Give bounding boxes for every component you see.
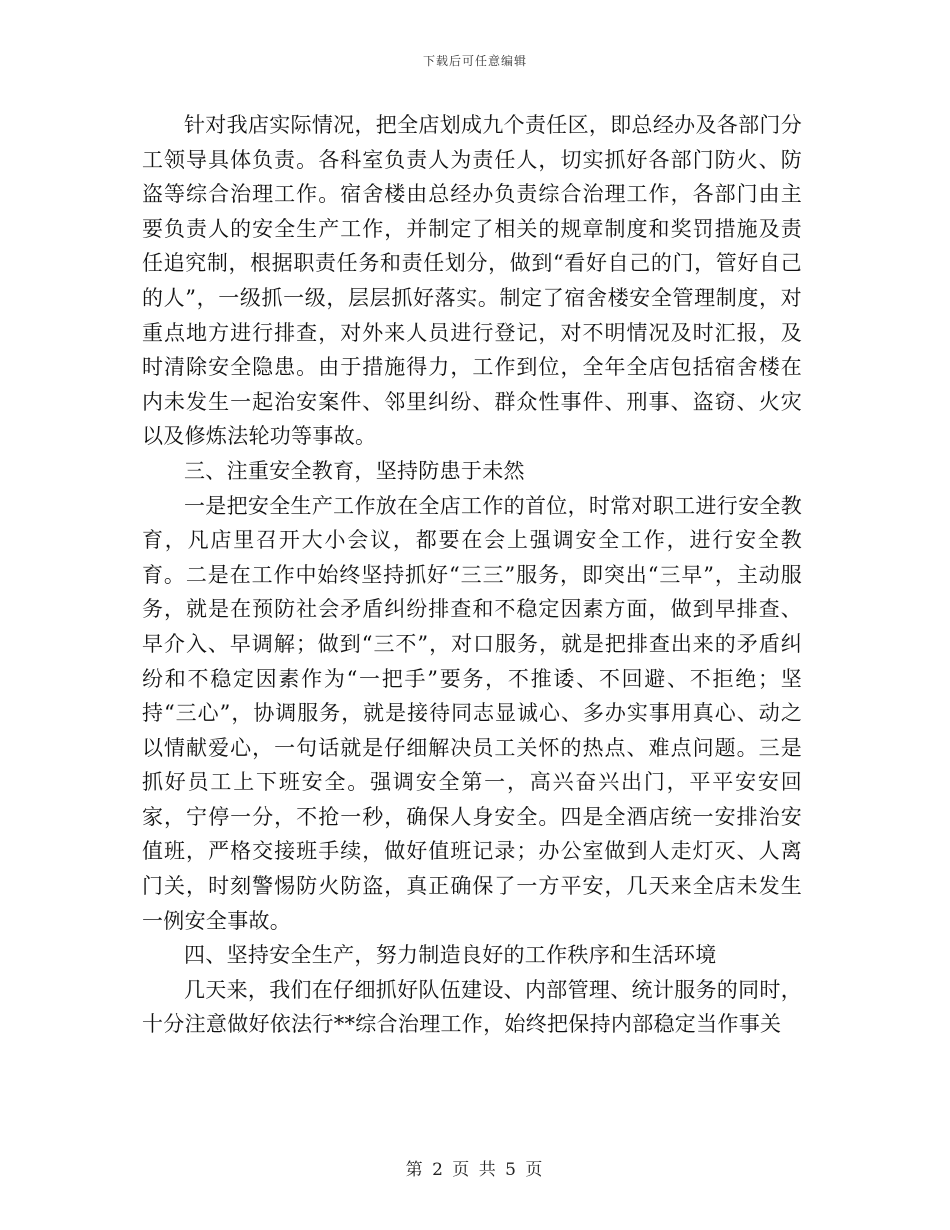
page-number: 第 2 页 共 5 页 [405, 1160, 545, 1180]
section-heading-4: 四、坚持安全生产，努力制造良好的工作秩序和生活环境 [184, 943, 717, 968]
paragraph-responsibility-zones: 针对我店实际情况，把全店划成九个责任区，即总经办及各部门分工领导具体负责。各科室负责人为责任人，切实抓好各部门防火、防盗等综合治理工作。宿舍楼由总经办负责综合治理工作，各部门由主要负责人的安全生产工作，并制定了相关的规章制度和奖罚措施及责任追究制，根据职责任务和责任划分，做到“看好自己的门，管好自己的人”，一级抓一级，层层抓好落实。制定了宿舍楼安全管理制度，对重点地方进行排查，对外来人员进行登记，对不明情况及时汇报，及时清除安全隐患。由于措施得力，工作到位，全年全店包括宿舍楼在内未发生一起治安案件、邻里纠纷、群众性事件、刑事、盗窃、火灾以及修炼法轮功等事故。 [142, 113, 802, 449]
paragraph-safety-education: 一是把安全生产工作放在全店工作的首位，时常对职工进行安全教育，凡店里召开大小会议，都要在会上强调安全工作，进行安全教育。二是在工作中始终坚持抓好“三三”服务，即突出“三早”，主动服务，就是在预防社会矛盾纠纷排查和不稳定因素方面，做到早排查、早介入、早调解；做到“三不”，对口服务，就是把排查出来的矛盾纠纷和不稳定因素作为“一把手”要务，不推诿、不回避、不拒绝；坚持“三心”，协调服务，就是接待同志显诚心、多办实事用真心、动之以情献爱心，一句话就是仔细解决员工关怀的热点、难点问题。三是抓好员工上下班安全。强调安全第一，高兴奋兴出门，平平安安回家，宁停一分，不抢一秒，确保人身安全。四是全酒店统一安排治安值班，严格交接班手续，做好值班记录；办公室做到人走灯灭、人离门关，时刻警惕防火防盗，真正确保了一方平安，几天来全店未发生一例安全事故。 [142, 493, 802, 933]
section-heading-3: 三、注重安全教育，坚持防患于未然 [184, 458, 525, 483]
page-header: 下载后可任意编辑 [422, 54, 527, 68]
document-body [142, 108, 802, 1042]
paragraph-safe-production: 几天来，我们在仔细抓好队伍建设、内部管理、统计服务的同时，十分注意做好依法行**综合治理工作，始终把保持内部稳定当作事关 [142, 977, 802, 1037]
